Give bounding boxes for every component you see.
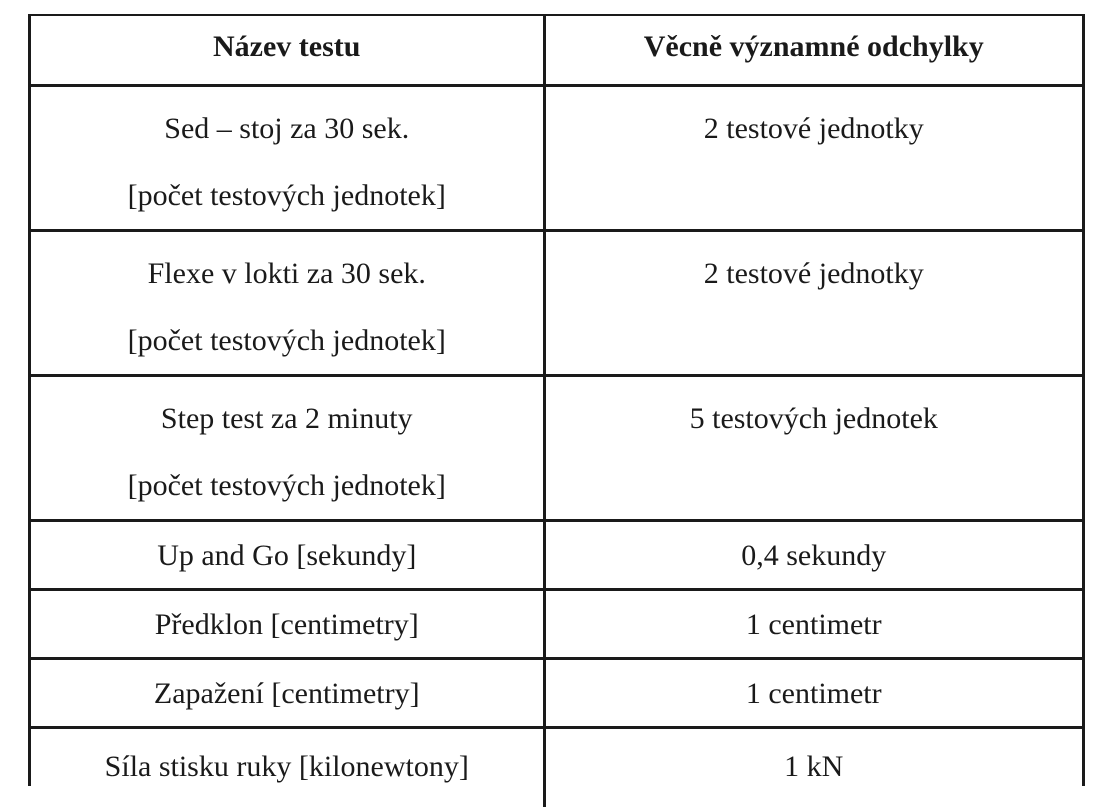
test-unit: [počet testových jednotek]: [127, 178, 446, 212]
test-name-cell: Síla stisku ruky [kilonewtony]: [31, 727, 544, 807]
test-name-cell: Zapažení [centimetry]: [31, 658, 544, 727]
table-row: [31, 727, 1082, 807]
test-unit: [počet testových jednotek]: [127, 468, 446, 502]
deviation-cell: 5 testových jednotek: [544, 375, 1082, 520]
test-name: Step test za 2 minuty: [160, 401, 413, 435]
header-deviation: Věcně významné odchylky: [544, 16, 1082, 85]
deviation-cell: 2 testové jednotky: [544, 85, 1082, 230]
test-unit: [počet testových jednotek]: [127, 323, 446, 357]
table-row: [31, 230, 1082, 375]
header-test-name: Název testu: [31, 16, 544, 85]
table-row: [31, 375, 1082, 520]
deviation-cell: 1 centimetr: [544, 658, 1082, 727]
table-header-row: [31, 16, 1082, 85]
test-name-cell: [31, 230, 544, 375]
deviation-cell: 1 kN: [784, 749, 844, 783]
test-name-cell: [31, 375, 544, 520]
table-row: [31, 85, 1082, 230]
deviation-table: [31, 16, 1082, 807]
test-name-cell: Předklon [centimetry]: [31, 589, 544, 658]
test-name: Flexe v lokti za 30 sek.: [147, 256, 426, 290]
test-name-cell: [31, 85, 544, 230]
deviation-cell: 1 centimetr: [544, 589, 1082, 658]
results-table-frame: [28, 14, 1085, 786]
table-row: [31, 589, 1082, 658]
table-row: [31, 658, 1082, 727]
test-name-cell: Up and Go [sekundy]: [31, 520, 544, 589]
test-name: Sed – stoj za 30 sek.: [164, 111, 410, 145]
table-row: [31, 520, 1082, 589]
deviation-cell: 0,4 sekundy: [544, 520, 1082, 589]
deviation-cell: 2 testové jednotky: [544, 230, 1082, 375]
